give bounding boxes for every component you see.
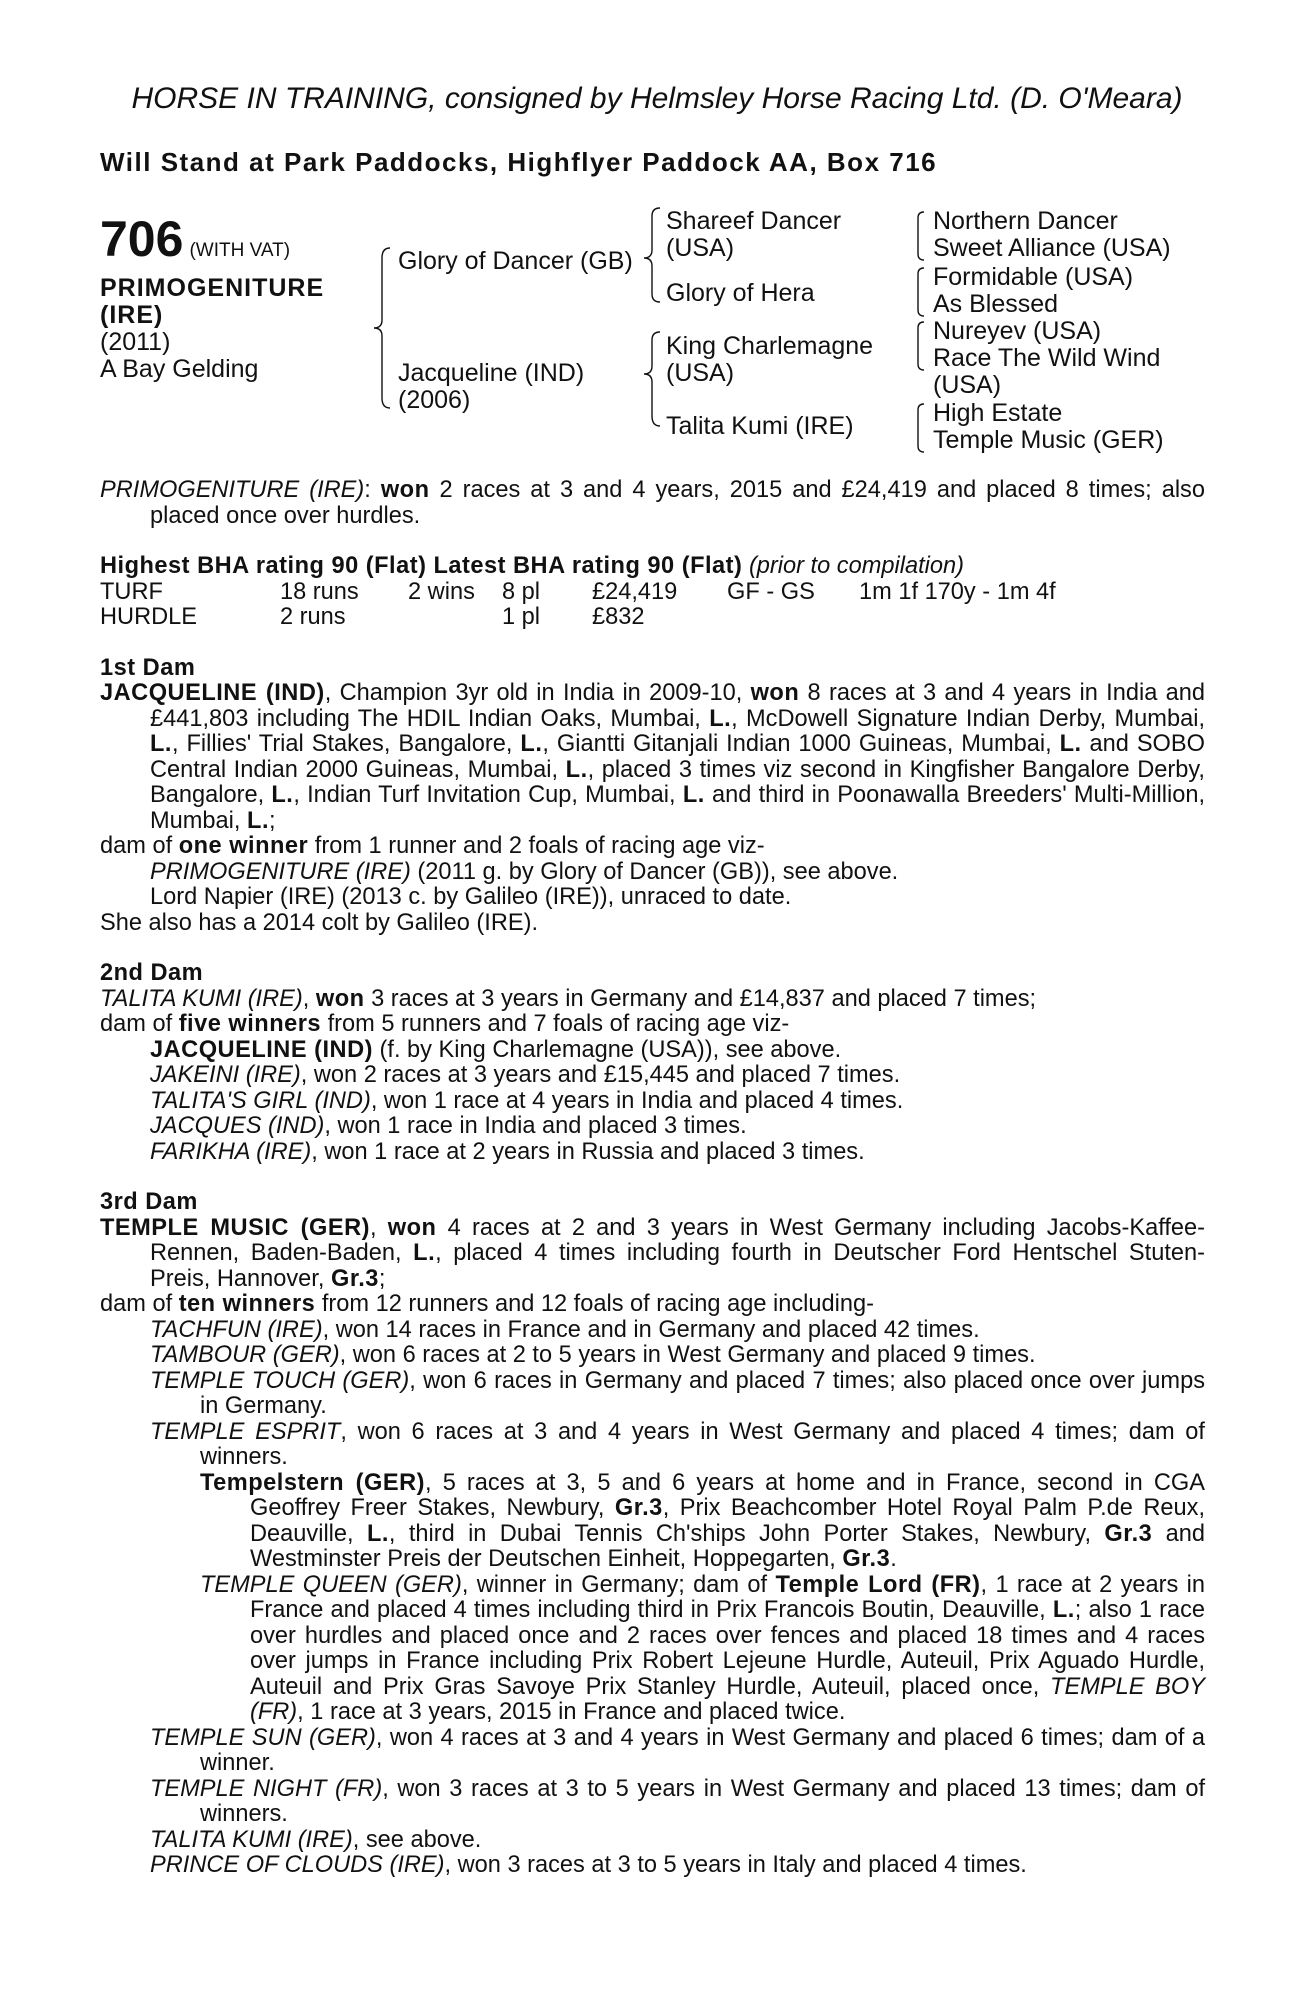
first-dam-name: JACQUELINE (IND) xyxy=(100,680,325,706)
location-line: Will Stand at Park Paddocks, Highflyer Paddock AA, Box 716 xyxy=(100,147,938,177)
lot-number-block xyxy=(100,210,290,268)
pedigree-sire-sire xyxy=(666,208,841,262)
first-dam-record: JACQUELINE (IND), Champion 3yr old in India in 2009-10, won 8 races at 3 and 4 years in India and £441,803 including The HDIL Indian Oaks, Mumbai, L., McDowell Signature Indian Derby, Mumbai, L., Fillies' Trial Stakes, Bangalore, L., Giantti Gitanjali Indian 1000 Guineas, Mumbai, L. and SOBO Central Indian 2000 Guineas, Mumbai, L., placed 3 times viz second in Kingfisher Bangalore Derby, Bangalore, L., Indian Turf Invitation Cup, Mumbai, L. and third in Poonawalla Breeders' Multi-Million, Mumbai, L.; xyxy=(100,680,1205,834)
horse-year: (2011) xyxy=(100,328,171,356)
pedigree-sdd: As Blessed xyxy=(933,290,1059,318)
pedigree-dam-year: (2006) xyxy=(398,386,471,414)
list-item: TALITA KUMI (IRE), see above. xyxy=(150,1826,482,1853)
pedigree-ss-name: Shareef Dancer xyxy=(666,207,842,235)
list-item: FARIKHA (IRE), won 1 race at 2 years in Russia and placed 3 times. xyxy=(150,1138,865,1165)
first-dam-heading: 1st Dam xyxy=(100,654,196,681)
record-cell: TURF xyxy=(100,578,163,605)
list-item: Tempelstern (GER), 5 races at 3, 5 and 6 years at home and in France, second in CGA Geoffrey Freer Stakes, Newbury, Gr.3, Prix Beachcomber Hotel Royal Palm P.de Reux, Deauville, L., third in Dubai Tennis Ch'ships John Porter Stakes, Newbury, Gr.3 and Westminster Preis der Deutschen Einheit, Hoppegarten, Gr.3. xyxy=(200,1469,1205,1572)
first-dam-also: She also has a 2014 colt by Galileo (IRE). xyxy=(100,909,539,936)
pedigree-dam-sire xyxy=(666,333,873,387)
pedigree-sire: Glory of Dancer (GB) xyxy=(398,247,633,275)
pedigree-dam xyxy=(398,360,584,414)
pedigree-dam-name: Jacqueline (IND) xyxy=(398,359,585,387)
consignment-line: HORSE IN TRAINING, consigned by Helmsley Horse Racing Ltd. (D. O'Meara) xyxy=(131,82,1183,115)
list-item: TEMPLE SUN (GER), won 4 races at 3 and 4 years in West Germany and placed 6 times; dam of a winner. xyxy=(150,1724,1205,1776)
pedigree-ddd: Temple Music (GER) xyxy=(933,426,1164,454)
catalogue-body xyxy=(100,478,1205,1879)
pedigree-dds: High Estate xyxy=(933,399,1063,427)
list-item: TACHFUN (IRE), won 14 races in France and in Germany and placed 42 times. xyxy=(150,1316,980,1343)
record-cell: GF - GS xyxy=(727,578,815,605)
table-row xyxy=(100,605,1056,631)
pedigree-dss: Nureyev (USA) xyxy=(933,317,1102,345)
rating-note: (prior to compilation) xyxy=(748,553,964,579)
record-cell: HURDLE xyxy=(100,604,198,630)
record-cell xyxy=(727,605,859,631)
list-item: TEMPLE QUEEN (GER), winner in Germany; dam of Temple Lord (FR), 1 race at 2 years in France and placed 4 times including third in Prix Francois Boutin, Deauville, L.; also 1 race over hurdles and placed once and 2 races over fences and placed 18 times and 4 races over jumps in France including Prix Robert Lejeune Hurdle, Auteuil, Prix Aguado Hurdle, Auteuil and Prix Gras Savoye Prix Stanley Hurdle, Auteuil, placed once, TEMPLE BOY (FR), 1 race at 3 years, 2015 in France and placed twice. xyxy=(200,1571,1206,1725)
pedigree-sss: Northern Dancer xyxy=(933,207,1118,235)
horse-description: A Bay Gelding xyxy=(100,355,259,383)
second-dam-record: TALITA KUMI (IRE), won 3 races at 3 years in Germany and £14,837 and placed 7 times; xyxy=(100,985,1037,1012)
third-dam-record: TEMPLE MUSIC (GER), won 4 races at 2 and 3 years in West Germany including Jacobs-Kaffee-Rennen, Baden-Baden, L., placed 4 times including fourth in Deutscher Ford Hentschel Stuten-Preis, Hannover, Gr.3; xyxy=(100,1214,1205,1292)
pedigree-dam-dam: Talita Kumi (IRE) xyxy=(666,412,854,440)
third-dam-produce-summary: dam of ten winners from 12 runners and 12 foals of racing age including- xyxy=(100,1291,875,1317)
list-item: PRIMOGENITURE (IRE) (2011 g. by Glory of Dancer (GB)), see above. xyxy=(150,858,899,885)
pedigree-brace-sire xyxy=(640,206,664,306)
list-item: JACQUES (IND), won 1 race in India and placed 3 times. xyxy=(150,1113,747,1139)
pedigree-sds: Formidable (USA) xyxy=(933,263,1134,291)
list-item: Lord Napier (IRE) (2013 c. by Galileo (IRE)), unraced to date. xyxy=(150,884,792,910)
first-dam-produce-summary: dam of one winner from 1 runner and 2 foals of racing age viz- xyxy=(100,833,765,859)
list-item: TAMBOUR (GER), won 6 races at 2 to 5 years in West Germany and placed 9 times. xyxy=(150,1342,1036,1368)
record-cell: 1 pl xyxy=(502,604,541,630)
record-cell xyxy=(408,605,502,631)
second-dam-heading: 2nd Dam xyxy=(100,960,204,986)
second-dam-produce-summary: dam of five winners from 5 runners and 7 foals of racing age viz- xyxy=(100,1011,790,1037)
pedigree-sire-dam: Glory of Hera xyxy=(666,279,815,307)
list-item: TEMPLE NIGHT (FR), won 3 races at 3 to 5 years in West Germany and placed 13 times; dam of winners. xyxy=(150,1775,1205,1827)
rating-line xyxy=(100,554,1205,580)
table-row xyxy=(100,580,1056,606)
pedigree-dsd-country: (USA) xyxy=(933,371,1002,399)
horse-country: (IRE) xyxy=(100,301,164,329)
record-cell: 1m 1f 170y - 1m 4f xyxy=(859,578,1056,605)
record-cell: 18 runs xyxy=(280,578,359,605)
pedigree-ds-country: (USA) xyxy=(666,359,735,387)
list-item: JAKEINI (IRE), won 2 races at 3 years and £15,445 and placed 7 times. xyxy=(150,1062,901,1088)
pedigree-ssd: Sweet Alliance (USA) xyxy=(933,234,1171,262)
second-dam-name: TALITA KUMI (IRE) xyxy=(100,985,303,1012)
pedigree-brace-g4-2 xyxy=(908,264,928,318)
horse-name: PRIMOGENITURE xyxy=(100,274,325,302)
summary-horse-name: PRIMOGENITURE (IRE) xyxy=(100,477,365,503)
list-item: TEMPLE ESPRIT, won 6 races at 3 and 4 years in West Germany and placed 4 times; dam of winners. xyxy=(150,1418,1205,1470)
pedigree-brace-g4-4 xyxy=(908,400,928,454)
pedigree-brace-dam xyxy=(640,330,664,430)
pedigree-brace-main xyxy=(370,246,398,410)
record-cell: 2 runs xyxy=(280,604,346,630)
list-item: PRINCE OF CLOUDS (IRE), won 3 races at 3 to 5 years in Italy and placed 4 times. xyxy=(150,1852,1027,1878)
pedigree-ss-country: (USA) xyxy=(666,234,735,262)
summary-won: won xyxy=(380,477,430,503)
record-cell xyxy=(859,605,1056,631)
vat-note: (WITH VAT) xyxy=(189,240,291,261)
race-record-table xyxy=(100,580,1056,631)
pedigree-brace-g4-1 xyxy=(908,208,928,262)
pedigree-ds-name: King Charlemagne xyxy=(666,332,874,360)
pedigree-brace-g4-3 xyxy=(908,318,928,372)
pedigree-dsd xyxy=(933,345,1160,399)
list-item: TEMPLE TOUCH (GER), won 6 races in Germany and placed 7 times; also placed once over jumps in Germany. xyxy=(150,1367,1205,1419)
race-summary: PRIMOGENITURE (IRE): won 2 races at 3 and 4 years, 2015 and £24,419 and placed 8 times; also placed once over hurdles. xyxy=(100,477,1205,529)
record-cell: £832 xyxy=(592,604,645,630)
third-dam-name: TEMPLE MUSIC (GER) xyxy=(100,1214,370,1241)
record-cell: 8 pl xyxy=(502,578,541,605)
list-item: TALITA'S GIRL (IND), won 1 race at 4 years in India and placed 4 times. xyxy=(150,1087,904,1114)
record-cell: £24,419 xyxy=(592,578,678,605)
pedigree-dsd-name: Race The Wild Wind xyxy=(933,344,1161,372)
horse-identity xyxy=(100,275,324,383)
third-dam-heading: 3rd Dam xyxy=(100,1189,198,1215)
lot-number: 706 xyxy=(100,211,184,267)
list-item: JACQUELINE (IND) (f. by King Charlemagne (USA)), see above. xyxy=(150,1036,842,1063)
rating-headline: Highest BHA rating 90 (Flat) Latest BHA rating 90 (Flat) xyxy=(100,553,743,579)
summary-text: 2 races at 3 and 4 years, 2015 and £24,419 and placed 8 times; also placed once over hurdles. xyxy=(150,477,1205,529)
record-cell: 2 wins xyxy=(408,578,475,605)
